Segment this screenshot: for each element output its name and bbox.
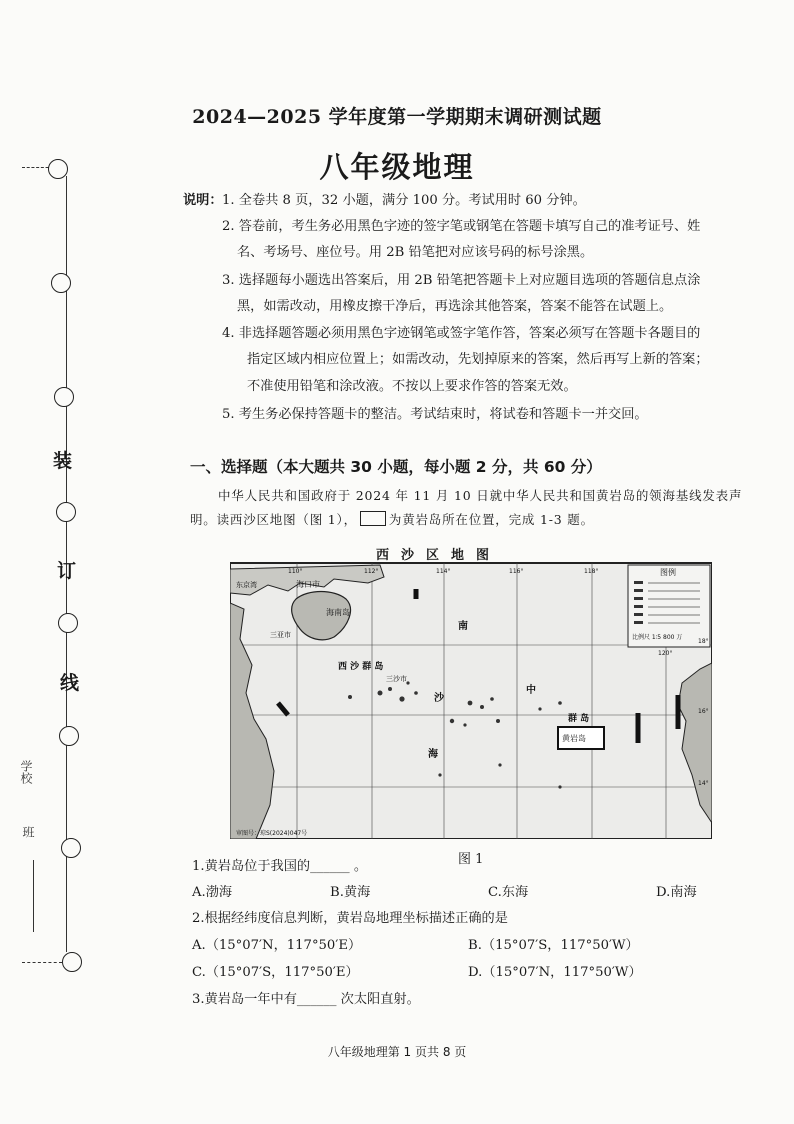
lon-tick: 120° (658, 650, 673, 657)
page-footer: 八年级地理第 1 页共 8 页 (327, 1045, 467, 1059)
lat-tick: 18° (698, 638, 709, 645)
instruction-item: 4. 非选择题答题必须用黑色字迹钢笔或签字笔作答，答案必须写在答题卡各题目的 (222, 326, 701, 341)
instruction-item: 指定区域内相应位置上；如需改动，先划掉原来的答案，然后再写上新的答案； (247, 352, 709, 367)
question-3-stem: 3.黄岩岛一年中有______ 次太阳直射。 (192, 992, 420, 1007)
binding-dash-bottom (22, 962, 62, 963)
figure-caption: 图 1 (458, 852, 484, 867)
map-title: 西沙区地图 (376, 548, 502, 563)
subject-title: 八年级地理 (319, 150, 475, 184)
section-title: 一、选择题（本大题共 30 小题，每小题 2 分，共 60 分） (190, 458, 602, 476)
lon-tick: 112° (364, 568, 379, 575)
label-hai: 海 (428, 749, 438, 760)
binding-hole (51, 273, 71, 293)
label-nan: 南 (458, 621, 468, 632)
label-hainan: 海南岛 (326, 608, 350, 617)
label-sanya: 三亚市 (270, 631, 291, 639)
instruction-item: 5. 考生务必保持答题卡的整洁。考试结束时，将试卷和答题卡一并交回。 (222, 407, 648, 422)
question-2-stem: 2.根据经纬度信息判断，黄岩岛地理坐标描述正确的是 (192, 911, 508, 926)
label-sansha: 三沙市 (386, 675, 407, 683)
label-zhong: 中 (526, 685, 536, 696)
lat-tick: 16° (698, 708, 709, 715)
question-2-option-b: B.（15°07′S，117°50′W） (468, 938, 639, 953)
side-mark-class: 班 (21, 826, 35, 838)
question-2-option-a: A.（15°07′N，117°50′E） (192, 938, 362, 953)
binding-hole (58, 613, 78, 633)
label-huangyan: 黄岩岛 (562, 734, 586, 743)
label-haikou: 海口市 (296, 580, 320, 589)
side-mark-school: 学校 (19, 760, 33, 784)
label-xisha: 西 沙 群 岛 (338, 662, 384, 672)
question-2-option-d: D.（15°07′N，117°50′W） (468, 965, 642, 980)
label-qundao: 群 岛 (568, 714, 590, 724)
binding-hole (56, 502, 76, 522)
map-number: 审图号：琼S(2024)047号 (236, 830, 308, 837)
label-sha: 沙 (434, 693, 444, 704)
question-2-option-c: C.（15°07′S，117°50′E） (192, 965, 359, 980)
xisha-map (230, 543, 712, 839)
lon-tick: 118° (584, 568, 599, 575)
instruction-item: 2. 答卷前，考生务必用黑色字迹的签字笔或钢笔在答题卡填写自己的准考证号、姓 (222, 219, 701, 234)
instruction-item: 黑，如需改动，用橡皮擦干净后，再选涂其他答案，答案不能答在试题上。 (237, 299, 673, 314)
instruction-item: 不准使用铅笔和涂改液。不按以上要求作答的答案无效。 (247, 379, 577, 394)
intro-line-1: 中华人民共和国政府于 2024 年 11 月 10 日就中华人民共和国黄岩岛的领海基线发表声 (218, 488, 743, 503)
binding-hole (59, 726, 79, 746)
location-box-symbol (360, 511, 386, 526)
label-dongjing-bay: 东京湾 (236, 581, 257, 589)
question-1-option-a: A.渤海 (192, 885, 233, 900)
binding-hole (61, 838, 81, 858)
intro-line-2 (190, 510, 594, 528)
question-1-option-c: C.东海 (488, 885, 529, 900)
binding-hole (62, 952, 82, 972)
question-1-option-d: D.南海 (656, 885, 697, 900)
question-1-option-b: B.黄海 (330, 885, 371, 900)
map-scale: 比例尺 1∶5 800 万 (632, 634, 683, 641)
binding-char-xian: 线 (60, 672, 80, 694)
lon-tick: 114° (436, 568, 451, 575)
lon-tick: 110° (288, 568, 303, 575)
binding-char-ding: 订 (57, 560, 77, 582)
binding-char-zhuang: 装 (53, 450, 73, 472)
lat-tick: 14° (698, 780, 709, 787)
lon-tick: 116° (509, 568, 524, 575)
intro-line-2b: 为黄岩岛所在位置，完成 1-3 题。 (388, 512, 594, 527)
exam-title: 2024—2025 学年度第一学期期末调研测试题 (192, 106, 602, 128)
instructions-label: 说明： (183, 193, 223, 208)
instruction-item: 1. 全卷共 8 页，32 小题，满分 100 分。考试用时 60 分钟。 (222, 193, 586, 208)
question-1-stem: 1.黄岩岛位于我国的______ 。 (192, 859, 368, 874)
instruction-item: 名、考场号、座位号。用 2B 铅笔把对应该号码的标号涂黑。 (237, 245, 594, 260)
side-name-line (33, 860, 34, 932)
binding-hole (54, 387, 74, 407)
instruction-item: 3. 选择题每小题选出答案后，用 2B 铅笔把答题卡上对应题目选项的答题信息点涂 (222, 273, 701, 288)
legend-title: 图例 (660, 568, 676, 577)
intro-line-2a: 明。读西沙区地图（图 1）， (190, 512, 357, 527)
